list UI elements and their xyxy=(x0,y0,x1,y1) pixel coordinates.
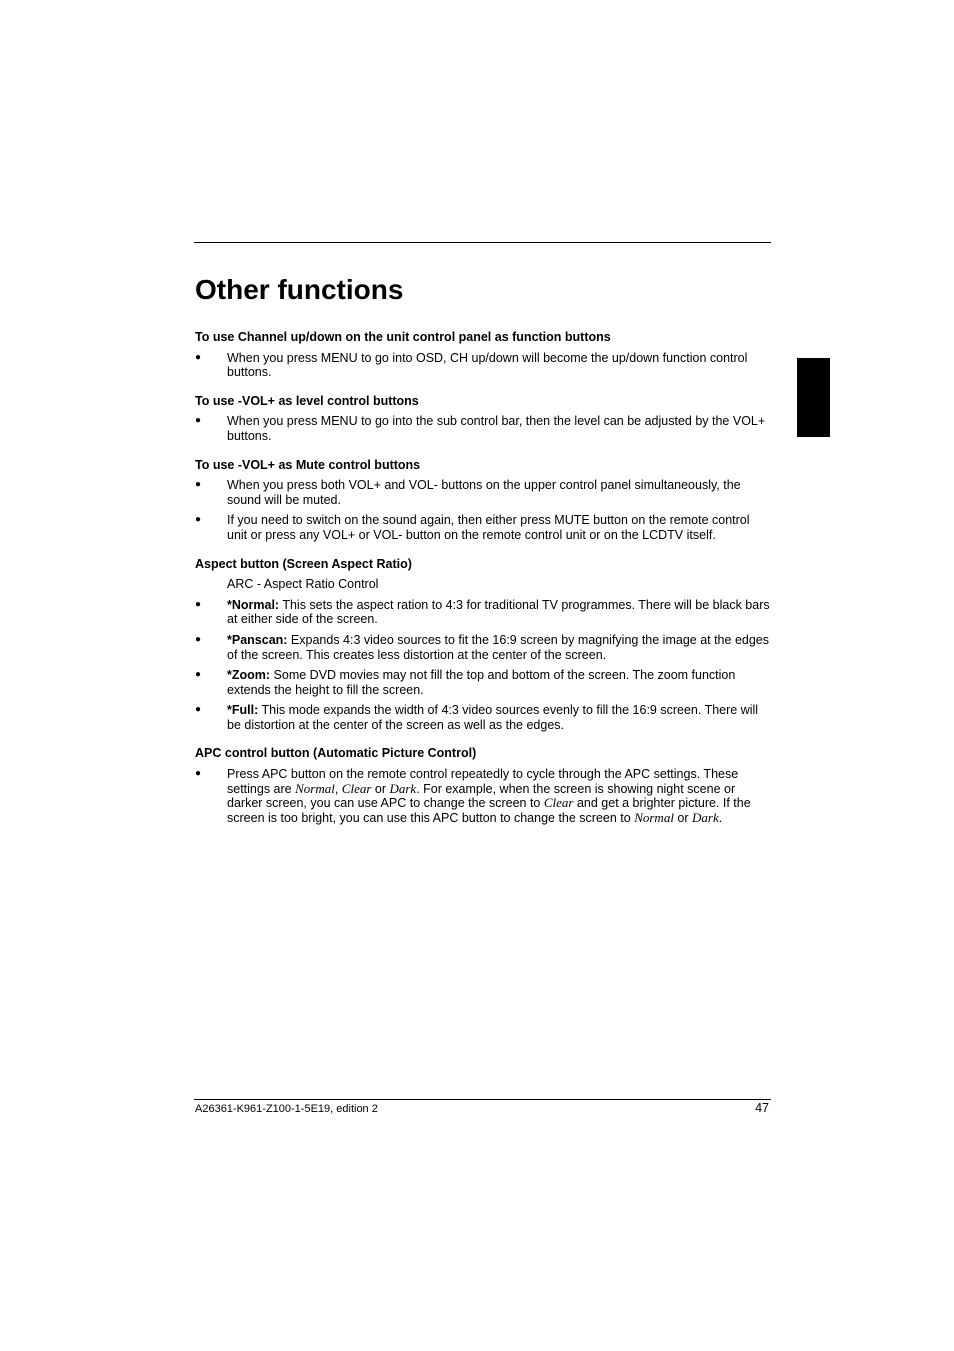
section-vol-mute xyxy=(195,458,773,543)
bullet-icon: ● xyxy=(195,351,202,363)
page-number: 47 xyxy=(755,1101,769,1115)
item-text: If you need to switch on the sound again, then either press MUTE button on the remote control unit or press any VOL+ or VOL- button on the remote control unit or on the LCDTV itself. xyxy=(227,513,750,542)
bullet-icon: ● xyxy=(195,669,202,681)
chapter-tab-marker xyxy=(797,358,830,437)
bullet-icon: ● xyxy=(195,768,202,780)
apc-setting-normal: Normal xyxy=(295,780,335,796)
list-item xyxy=(195,668,773,697)
text-run: and get a brighter picture. If the screen is too bright, you can use this APC button to change the screen to xyxy=(227,796,751,825)
aspect-intro: ARC - Aspect Ratio Control xyxy=(227,577,379,592)
item-text: This mode expands the width of 4:3 video sources evenly to fill the 16:9 screen. There will be distortion at the center of the screen as well as the edges. xyxy=(227,703,759,732)
bullet-icon: ● xyxy=(195,704,202,716)
bullet-icon: ● xyxy=(195,514,202,526)
footer-doc-id: A26361-K961-Z100-1-5E19, edition 2 xyxy=(195,1103,378,1115)
item-text: When you press both VOL+ and VOL- buttons on the upper control panel simultaneously, the sound will be muted. xyxy=(227,478,741,507)
list-item xyxy=(195,767,773,825)
header-rule xyxy=(194,242,771,243)
list-item xyxy=(195,351,773,380)
list-item xyxy=(195,513,773,542)
list-item xyxy=(195,598,773,627)
text-run: . xyxy=(718,810,723,825)
bullet-icon: ● xyxy=(195,633,202,645)
item-text: This sets the aspect ration to 4:3 for traditional TV programmes. There will be black bars at either side of the screen. xyxy=(227,597,770,627)
list-item xyxy=(195,633,773,662)
text-run: Press APC button on the remote control repeatedly to cycle through the APC settings. These settings are xyxy=(227,767,739,796)
text-run: . For example, when the screen is showing night scene or darker screen, you can use APC to change the screen to xyxy=(227,781,736,811)
page-title: Other functions xyxy=(195,274,404,305)
bullet-icon: ● xyxy=(195,598,202,610)
bullet-icon: ● xyxy=(195,415,202,427)
item-text: When you press MENU to go into the sub control bar, then the level can be adjusted by the VOL+ buttons. xyxy=(227,414,766,443)
mode-label-full: *Full: xyxy=(227,703,259,718)
mode-label-normal: *Normal: xyxy=(227,597,280,612)
mode-label-panscan: *Panscan: xyxy=(227,632,288,647)
mode-label-zoom: *Zoom: xyxy=(227,668,271,683)
footer-rule xyxy=(194,1099,771,1100)
section-heading: APC control button (Automatic Picture Control) xyxy=(195,746,477,761)
section-heading: To use Channel up/down on the unit control panel as function buttons xyxy=(195,330,611,344)
apc-setting-clear: Clear xyxy=(543,795,574,811)
text-run: , xyxy=(334,781,342,796)
apc-setting-clear: Clear xyxy=(341,780,372,796)
text-run: or xyxy=(673,810,692,825)
bullet-icon: ● xyxy=(195,479,202,491)
item-text: When you press MENU to go into OSD, CH up/down will become the up/down function control buttons. xyxy=(227,350,748,380)
section-heading: Aspect button (Screen Aspect Ratio) xyxy=(195,556,412,571)
item-text: Some DVD movies may not fill the top and bottom of the screen. The zoom function extends the height to fill the screen. xyxy=(227,668,736,697)
section-vol-level xyxy=(195,394,773,444)
apc-text xyxy=(227,767,751,825)
text-run: or xyxy=(371,781,390,796)
section-aspect xyxy=(195,557,773,733)
apc-setting-dark: Dark xyxy=(692,809,719,825)
page-content xyxy=(195,330,773,839)
item-text: Expands 4:3 video sources to fit the 16:9 screen by magnifying the image at the edges of the screen. This creates less distortion at the center of the screen. xyxy=(227,632,769,662)
section-heading: To use -VOL+ as level control buttons xyxy=(195,393,419,408)
list-item xyxy=(195,414,773,443)
section-heading: To use -VOL+ as Mute control buttons xyxy=(195,457,421,472)
list-item xyxy=(195,703,773,732)
apc-setting-dark: Dark xyxy=(389,780,417,796)
list-item xyxy=(195,478,773,507)
section-apc xyxy=(195,746,773,825)
section-channel-updown xyxy=(195,330,773,380)
apc-setting-normal: Normal xyxy=(634,809,674,825)
